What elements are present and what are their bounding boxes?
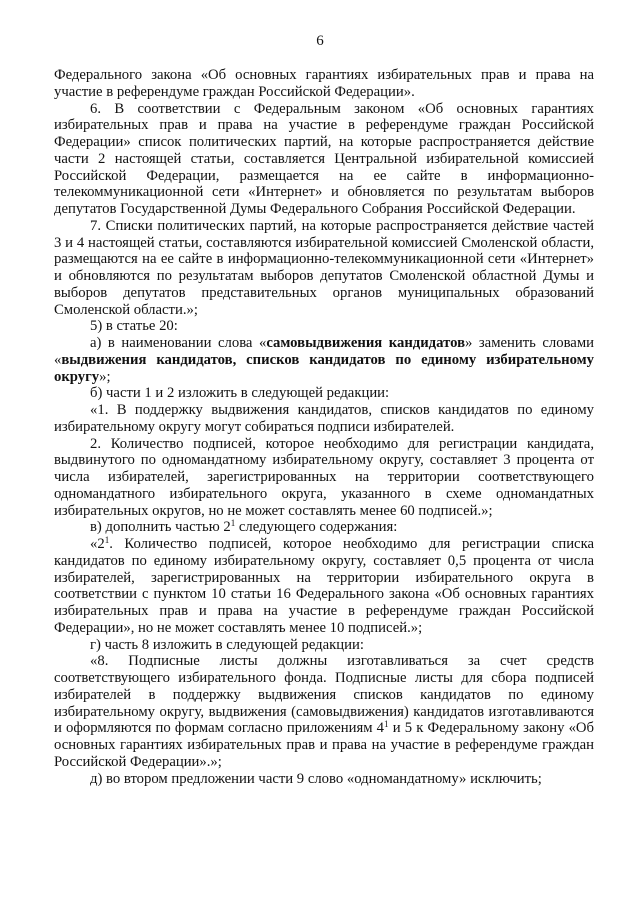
paragraph-part-7: 7. Списки политических партий, на которые распространяется действие частей 3 и 4 настоящей статьи, составляются избирательной комиссией Смоленской области, размещаются на ее сайте в информационно-телекоммуникационной сети «Интернет» и обновляются по результатам выборов депутатов Смоленской областной Думы и выборов депутатов представительных органов муниципальных образований Смоленской области.»;	[54, 217, 594, 318]
paragraph-part-8	[54, 653, 594, 770]
part-8-superscript: 1	[384, 719, 389, 730]
part-2-1-text-2: . Количество подписей, которое необходимо для регистрации списка кандидатов по единому избирательному округу, составляет 0,5 процента от числа избирателей, зарегистрированных на территории избирательного округа в соответствии с пунктом 10 статьи 16 Федерального закона «Об основных гарантиях избирательных прав и права на участие в референдуме граждан Российской Федерации», но не может составлять менее 10 подписей.»;	[54, 536, 594, 636]
paragraph-part-6: 6. В соответствии с Федеральным законом «Об основных гарантиях избирательных прав и права на участие в референдуме граждан Российской Федерации» список политических партий, на которые распространяется действие части 2 настоящей статьи, составляется Центральной избирательной комиссией Российской Федерации, размещается на ее сайте в информационно-телекоммуникационной сети «Интернет» и обновляется по результатам выборов депутатов Государственной Думы Федерального Собрания Российской Федерации.	[54, 100, 594, 217]
item-a-text-3: »;	[99, 368, 111, 385]
item-a-text-1: а) в наименовании слова «	[90, 335, 267, 351]
paragraph-item-v	[54, 519, 594, 536]
paragraph-item-d: д) во втором предложении части 9 слово «одномандатному» исключить;	[90, 770, 542, 787]
item-a-new-words: выдвижения кандидатов, списков кандидатов по единому избирательному округу	[54, 351, 594, 385]
item-v-text-2: следующего содержания:	[235, 519, 398, 536]
paragraph-item-a	[54, 335, 594, 385]
part-8-text-2: и 5 к Федеральному закону «Об основных гарантиях избирательных прав и права на участие в референдуме граждан Российской Федерации».»;	[54, 720, 594, 770]
part-8-text-1: «8. Подписные листы должны изготавливаться за счет средств соответствующего избирательного фонда. Подписные листы для сбора подписей избирателей в поддержку выдвижения списков кандидатов по единому избирательному округу, выдвижения (самовыдвижения) кандидатов изготавливаются и оформляются по формам согласно приложениям 4	[54, 653, 594, 737]
document-body	[54, 67, 594, 787]
item-v-superscript: 1	[230, 518, 236, 529]
item-a-text-2: » заменить словами «	[54, 335, 594, 368]
paragraph-part-2-1	[54, 536, 594, 637]
item-a-old-words: самовыдвижения кандидатов	[266, 335, 466, 351]
part-2-1-text-1: «2	[90, 536, 105, 552]
paragraph-item-g: г) часть 8 изложить в следующей редакции:	[90, 636, 364, 653]
page-number: 6	[316, 33, 324, 49]
part-2-1-superscript: 1	[104, 535, 110, 545]
paragraph-article-20: 5) в статье 20:	[90, 318, 178, 335]
paragraph-continuation: Федерального закона «Об основных гарантиях избирательных прав и права на участие в референдуме граждан Российской Федерации».	[54, 67, 594, 100]
item-v-text-1: в) дополнить частью 2	[90, 519, 231, 536]
paragraph-part-1: «1. В поддержку выдвижения кандидатов, списков кандидатов по единому избирательному округу могут собираться подписи избирателей.	[54, 402, 594, 435]
paragraph-item-b: б) части 1 и 2 изложить в следующей редакции:	[90, 385, 390, 402]
paragraph-part-2: 2. Количество подписей, которое необходимо для регистрации кандидата, выдвинутого по одномандатному избирательному округу, составляет 3 процента от числа избирателей, зарегистрированных на территории соответствующего одномандатного избирательного округа, указанного в схеме одномандатных избирательных округов, но не может составлять менее 60 подписей.»;	[54, 435, 594, 519]
